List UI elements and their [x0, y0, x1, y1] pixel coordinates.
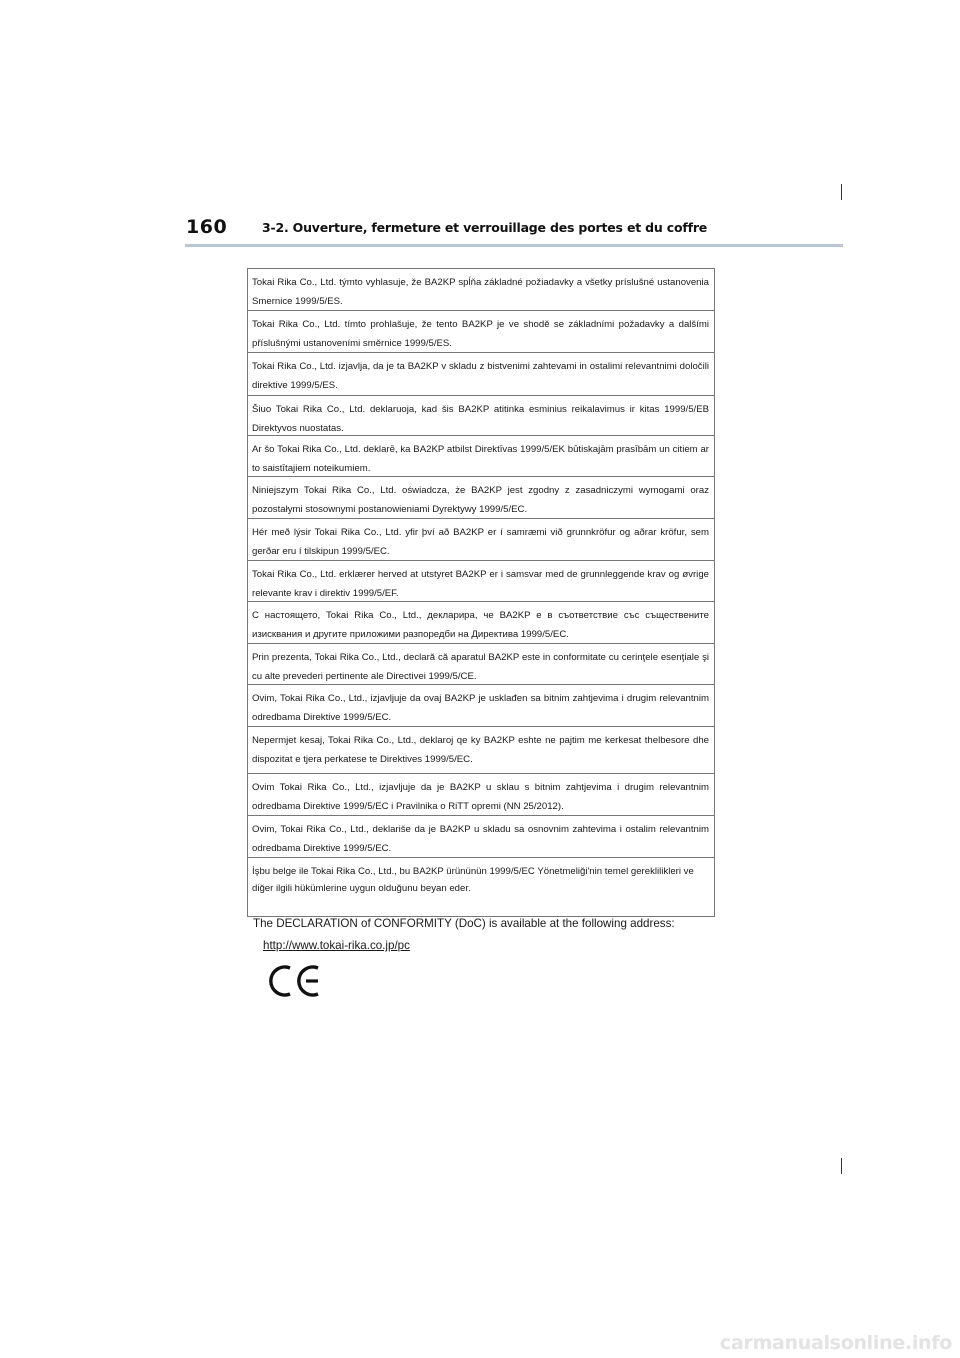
page-number: 160: [186, 216, 228, 238]
doc-url-link[interactable]: http://www.tokai-rika.co.jp/pc: [263, 939, 410, 952]
declaration-norwegian: Tokai Rika Co., Ltd. erklærer herved at utstyret BA2KP er i samsvar med de grunnleggende krav og øvrige relevante krav i direktiv 1999/5/EF.: [248, 561, 714, 602]
declaration-croatian: Ovim Tokai Rika Co., Ltd., izjavljuje da je BA2KP u sklau s bitnim zahtjevima i drugim relevantnim odredbama Direktive 1999/5/EC i Pravilnika o RiTT opremi (NN 25/2012).: [248, 774, 714, 816]
declaration-turkish: İşbu belge ile Tokai Rika Co., Ltd., bu BA2KP ürününün 1999/5/EC Yönetmeliği'nin temel gereklilikleri ve diğer ilgili hükümlerine uygun olduğunu beyan eder.: [248, 858, 714, 917]
crop-mark-bottom: [841, 1158, 842, 1174]
declaration-icelandic: Hér með lýsir Tokai Rika Co., Ltd. yfir því að BA2KP er í samræmi við grunnkröfur og aðrar kröfur, sem gerðar eru í tilskipun 1999/5/EC.: [248, 519, 714, 561]
declaration-polish: Niniejszym Tokai Rika Co., Ltd. oświadcza, że BA2KP jest zgodny z zasadniczymi wymogami oraz pozostałymi stosownymi postanowieniami Dyrektywy 1999/5/EC.: [248, 477, 714, 519]
declaration-serbian: Ovim, Tokai Rika Co., Ltd., deklariše da je BA2KP u skladu sa osnovnim zahtevima i ostalim relevantnim odredbama Direktive 1999/5/EC.: [248, 816, 714, 858]
declaration-romanian: Prin prezenta, Tokai Rika Co., Ltd., declară că aparatul BA2KP este in conformitate cu cerinţele esenţiale şi cu alte prevederi pertinente ale Directivei 1999/5/CE.: [248, 644, 714, 685]
declaration-czech: Tokai Rika Co., Ltd. tímto prohlašuje, že tento BA2KP je ve shodě se základními požadavky a dalšími příslušnými ustanoveními směrnice 1999/5/ES.: [248, 311, 714, 353]
declaration-bulgarian: С настоящето, Tokai Rika Co., Ltd., декларира, че BA2KP е в съответствие със съществените изисквания и другите приложими разпоредби на Директива 1999/5/EC.: [248, 602, 714, 644]
declaration-slovenian: Tokai Rika Co., Ltd. izjavlja, da je ta BA2KP v skladu z bistvenimi zahtevami in ostalimi relevantnimi določili direktive 1999/5/ES.: [248, 353, 714, 396]
doc-availability-text: The DECLARATION of CONFORMITY (DoC) is available at the following address:: [253, 917, 675, 930]
header-rule: [185, 244, 843, 247]
ce-mark-icon: [266, 960, 326, 1000]
declaration-latvian: Ar šo Tokai Rika Co., Ltd. deklarē, ka BA2KP atbilst Direktīvas 1999/5/EK būtiskajām prasībām un citiem ar to saistītajiem noteikumiem.: [248, 436, 714, 477]
crop-mark-top: [841, 184, 842, 200]
declaration-table: [247, 268, 715, 917]
page-header: [0, 212, 960, 248]
declaration-bosnian: Ovim, Tokai Rika Co., Ltd., izjavljuje da ovaj BA2KP je usklađen sa bitnim zahtjevima i drugim relevantnim odredbama Direktive 1999/5/EC.: [248, 685, 714, 727]
declaration-lithuanian: Šiuo Tokai Rika Co., Ltd. deklaruoja, kad šis BA2KP atitinka esminius reikalavimus ir kitas 1999/5/EB Direktyvos nuostatas.: [248, 396, 714, 436]
watermark: carmanualsonline.info: [719, 1332, 952, 1354]
declaration-slovak: Tokai Rika Co., Ltd. týmto vyhlasuje, že BA2KP spĺňa základné požiadavky a všetky príslušné ustanovenia Smernice 1999/5/ES.: [248, 269, 714, 311]
declaration-albanian: Nepermjet kesaj, Tokai Rika Co., Ltd., deklaroj qe ky BA2KP eshte ne pajtim me kerkesat thelbesore dhe dispozitat e tjera perkatese te Direktives 1999/5/EC.: [248, 727, 714, 774]
section-title: 3-2. Ouverture, fermeture et verrouillage des portes et du coffre: [262, 220, 708, 235]
